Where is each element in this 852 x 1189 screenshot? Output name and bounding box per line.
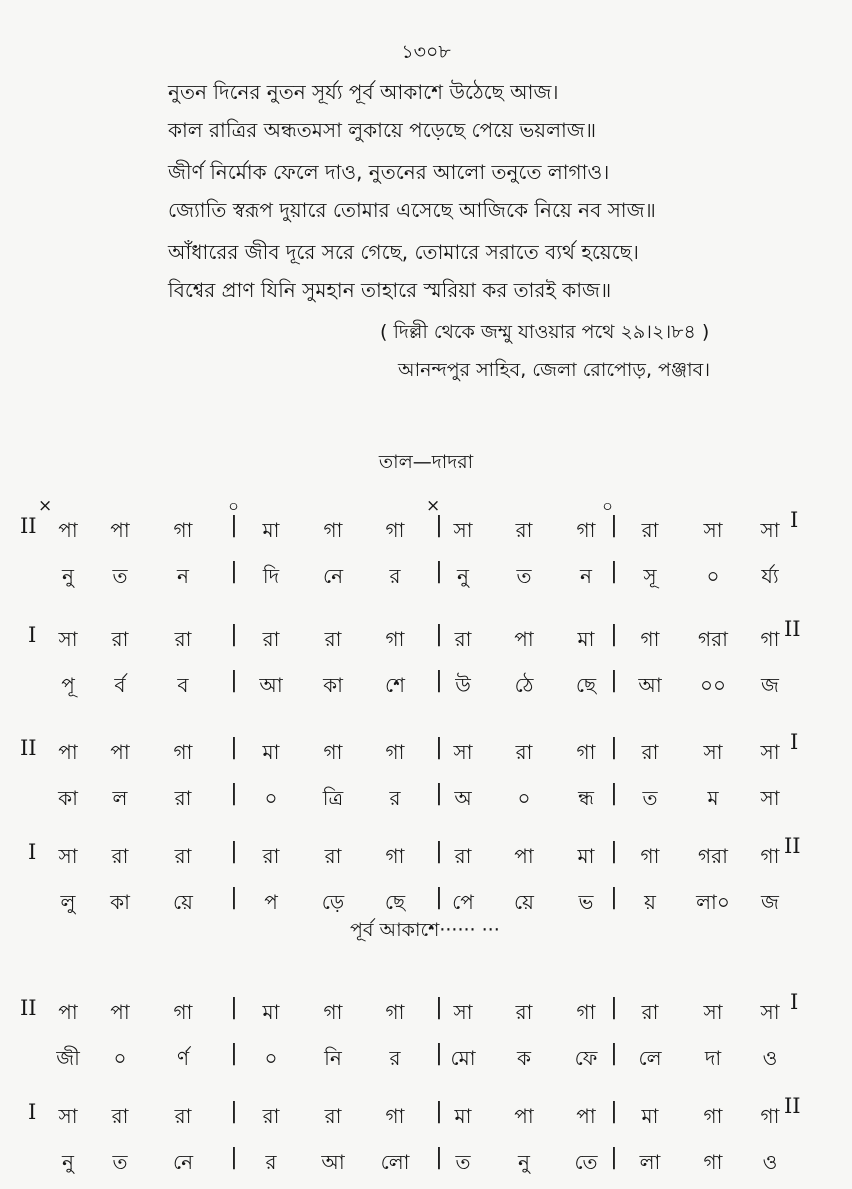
lyric-syllable: ফে — [574, 1046, 598, 1070]
swara-note: মা — [454, 1104, 472, 1128]
lyric-syllable: প — [264, 890, 278, 914]
lyric-syllable: ত — [455, 1150, 471, 1174]
swara-note: গা — [760, 627, 780, 651]
poem-line-4: জ্যোতি স্বরূপ দুয়ারে তোমার এসেছে আজিকে নিয়ে নব সাজ॥ — [168, 198, 656, 222]
bar-line: | — [230, 839, 238, 864]
bar-line: | — [610, 885, 618, 910]
lyric-syllable: কা — [58, 786, 78, 810]
bar-line: | — [435, 839, 443, 864]
lyric-syllable: লু — [60, 890, 76, 914]
swara-note: সা — [58, 844, 78, 868]
swara-note: গা — [323, 1000, 343, 1024]
lyric-syllable: ০০ — [699, 673, 727, 697]
bar-line: | — [610, 735, 618, 760]
swara-note: গা — [576, 1000, 596, 1024]
swara-note: মা — [262, 740, 280, 764]
lyric-syllable: নু — [62, 1150, 74, 1174]
swara-note: গা — [385, 1104, 405, 1128]
row-open-mark: II — [20, 996, 37, 1020]
lyric-syllable: ব — [177, 673, 189, 697]
swara-note: সা — [760, 740, 780, 764]
lyric-syllable: তে — [574, 1150, 598, 1174]
lyric-syllable: ত — [516, 564, 532, 588]
swara-note: গা — [385, 740, 405, 764]
swara-note: পা — [514, 844, 534, 868]
swara-note: সা — [703, 518, 723, 542]
swara-note: মা — [577, 844, 595, 868]
swara-note: সা — [703, 740, 723, 764]
swara-note: রা — [515, 1000, 533, 1024]
bar-line: | — [230, 995, 238, 1020]
lyric-syllable: ন — [580, 564, 592, 588]
bar-line: | — [610, 1041, 618, 1066]
swara-note: গা — [760, 1104, 780, 1128]
lyric-syllable: ০ — [706, 564, 720, 588]
lyric-syllable: লা০ — [696, 890, 730, 914]
swara-note: রা — [262, 844, 280, 868]
swara-note: রা — [174, 627, 192, 651]
row-close-mark: I — [790, 508, 799, 532]
lyric-syllable: য়ে — [514, 890, 534, 914]
row-open-mark: II — [20, 514, 37, 538]
lyric-syllable: ম — [707, 786, 719, 810]
lyric-syllable: দি — [262, 564, 280, 588]
swara-note: রা — [174, 844, 192, 868]
row-close-mark: I — [790, 730, 799, 754]
swara-note: গা — [760, 844, 780, 868]
row-close-mark: II — [784, 1094, 801, 1118]
swara-note: গা — [173, 518, 193, 542]
swara-note: পা — [110, 740, 130, 764]
swara-note: পা — [58, 1000, 78, 1024]
bar-line: | — [435, 885, 443, 910]
lyric-syllable: ও — [762, 1046, 778, 1070]
swara-note: রা — [641, 740, 659, 764]
swara-note: গা — [576, 740, 596, 764]
lyric-syllable: নু — [62, 564, 74, 588]
bar-line: | — [230, 1099, 238, 1124]
bar-line: | — [230, 622, 238, 647]
swara-note: পা — [110, 1000, 130, 1024]
swara-note: গা — [173, 1000, 193, 1024]
row-close-mark: II — [784, 617, 801, 641]
lyric-syllable: ক — [517, 1046, 531, 1070]
lyric-syllable: লো — [380, 1150, 410, 1174]
lyric-syllable: পূ — [61, 673, 75, 697]
bar-line: | — [610, 513, 618, 538]
bar-line: | — [230, 885, 238, 910]
lyric-syllable: য় — [644, 890, 656, 914]
bar-line: | — [230, 735, 238, 760]
lyric-syllable: র্য্য — [761, 564, 779, 588]
bar-line: | — [610, 1099, 618, 1124]
beat-mark-sam-2: × — [426, 496, 441, 516]
lyric-syllable: নু — [457, 564, 469, 588]
swara-note: গা — [385, 1000, 405, 1024]
lyric-syllable: ত্রি — [322, 786, 344, 810]
bar-line: | — [230, 781, 238, 806]
swara-note: রা — [454, 627, 472, 651]
swara-note: রা — [111, 1104, 129, 1128]
swara-note: রা — [515, 518, 533, 542]
swara-note: সা — [760, 518, 780, 542]
swara-note: গা — [640, 844, 660, 868]
swara-note: গা — [703, 1104, 723, 1128]
swara-note: সা — [453, 1000, 473, 1024]
bar-line: | — [610, 995, 618, 1020]
swara-note: মা — [262, 518, 280, 542]
bar-line: | — [610, 1145, 618, 1170]
swara-note: সা — [703, 1000, 723, 1024]
swara-note: গরা — [698, 844, 728, 868]
swara-note: সা — [453, 518, 473, 542]
bar-line: | — [610, 839, 618, 864]
row-open-mark: I — [28, 1100, 37, 1124]
lyric-syllable: নু — [518, 1150, 530, 1174]
lyric-syllable: কা — [110, 890, 130, 914]
bar-line: | — [610, 668, 618, 693]
interlude-text: পূর্ব আকাশে······ ··· — [350, 919, 500, 941]
lyric-syllable: ভ — [578, 890, 594, 914]
lyric-syllable: র — [389, 564, 401, 588]
row-close-mark: I — [790, 990, 799, 1014]
lyric-syllable: লা — [639, 1150, 661, 1174]
lyric-syllable: য়ে — [173, 890, 193, 914]
page-number: ১৩০৮ — [401, 41, 451, 63]
bar-line: | — [435, 995, 443, 1020]
swara-note: গরা — [698, 627, 728, 651]
lyric-syllable: জ — [761, 890, 779, 914]
swara-note: রা — [262, 1104, 280, 1128]
poem-line-5: আঁধারের জীব দূরে সরে গেছে, তোমারে সরাতে ব্যর্থ হয়েছে। — [168, 240, 639, 264]
beat-mark-khali-1: ০ — [228, 497, 240, 517]
swara-note: রা — [262, 627, 280, 651]
swara-note: রা — [324, 627, 342, 651]
lyric-syllable: নি — [324, 1046, 342, 1070]
lyric-syllable: ও — [762, 1150, 778, 1174]
beat-mark-khali-2: ০ — [602, 497, 614, 517]
lyric-syllable: ড়ে — [321, 890, 345, 914]
lyric-syllable: ঠে — [514, 673, 534, 697]
lyric-syllable: ছে — [384, 890, 406, 914]
swara-note: রা — [454, 844, 472, 868]
lyric-syllable: র্ব — [114, 673, 126, 697]
lyric-syllable: র — [265, 1150, 277, 1174]
lyric-syllable: নে — [322, 564, 344, 588]
taal-heading: তাল—দাদরা — [378, 451, 474, 473]
lyric-syllable: ০ — [517, 786, 531, 810]
swara-note: সা — [760, 1000, 780, 1024]
swara-note: রা — [111, 627, 129, 651]
bar-line: | — [435, 668, 443, 693]
lyric-syllable: ত — [642, 786, 658, 810]
swara-note: পা — [514, 1104, 534, 1128]
swara-note: রা — [111, 844, 129, 868]
swara-note: পা — [58, 740, 78, 764]
lyric-syllable: গা — [703, 1150, 723, 1174]
bar-line: | — [435, 513, 443, 538]
lyric-syllable: সূ — [643, 564, 657, 588]
lyric-syllable: উ — [455, 673, 471, 697]
lyric-syllable: আ — [638, 673, 662, 697]
swara-note: গা — [385, 627, 405, 651]
bar-line: | — [435, 1099, 443, 1124]
bar-line: | — [435, 559, 443, 584]
lyric-syllable: সা — [760, 786, 780, 810]
swara-note: রা — [641, 518, 659, 542]
bar-line: | — [435, 1145, 443, 1170]
lyric-syllable: ০ — [264, 1046, 278, 1070]
bar-line: | — [435, 1041, 443, 1066]
lyric-syllable: আ — [259, 673, 283, 697]
swara-note: গা — [323, 518, 343, 542]
lyric-syllable: র — [389, 786, 401, 810]
swara-note: গা — [576, 518, 596, 542]
lyric-syllable: ন — [177, 564, 189, 588]
swara-note: পা — [576, 1104, 596, 1128]
bar-line: | — [230, 1041, 238, 1066]
lyric-syllable: আ — [321, 1150, 345, 1174]
bar-line: | — [230, 668, 238, 693]
swara-note: সা — [58, 1104, 78, 1128]
swara-note: মা — [641, 1104, 659, 1128]
swara-note: মা — [577, 627, 595, 651]
lyric-syllable: ল — [112, 786, 128, 810]
lyric-syllable: পে — [452, 890, 474, 914]
lyric-syllable: নে — [172, 1150, 194, 1174]
lyric-syllable: মো — [450, 1046, 476, 1070]
poem-line-1: নুতন দিনের নুতন সূর্য্য পূর্ব আকাশে উঠেছে আজ। — [168, 80, 559, 104]
lyric-syllable: রা — [174, 786, 192, 810]
swara-note: রা — [515, 740, 533, 764]
poem-line-3: জীর্ণ নির্মোক ফেলে দাও, নুতনের আলো তনুতে লাগাও। — [168, 160, 610, 184]
swara-note: পা — [514, 627, 534, 651]
lyric-syllable: অ — [454, 786, 472, 810]
lyric-syllable: শে — [385, 673, 405, 697]
bar-line: | — [610, 781, 618, 806]
lyric-syllable: জী — [56, 1046, 80, 1070]
swara-note: পা — [110, 518, 130, 542]
swara-note: গা — [385, 844, 405, 868]
row-open-mark: I — [28, 840, 37, 864]
bar-line: | — [435, 781, 443, 806]
swara-note: রা — [641, 1000, 659, 1024]
bar-line: | — [435, 622, 443, 647]
composition-place: আনন্দপুর সাহিব, জেলা রোপোড়, পঞ্জাব। — [398, 359, 711, 381]
row-open-mark: II — [20, 736, 37, 760]
lyric-syllable: ০ — [113, 1046, 127, 1070]
composition-note: ( দিল্লী থেকে জম্মু যাওয়ার পথে ২৯।২।৮৪ ) — [380, 321, 710, 343]
bar-line: | — [610, 622, 618, 647]
swara-note: রা — [324, 1104, 342, 1128]
bar-line: | — [230, 559, 238, 584]
beat-mark-sam-1: × — [38, 496, 53, 516]
swara-note: গা — [640, 627, 660, 651]
row-open-mark: I — [28, 623, 37, 647]
swara-note: রা — [324, 844, 342, 868]
lyric-syllable: ত — [112, 1150, 128, 1174]
lyric-syllable: ০ — [264, 786, 278, 810]
bar-line: | — [610, 559, 618, 584]
swara-note: সা — [58, 627, 78, 651]
lyric-syllable: কা — [323, 673, 343, 697]
lyric-syllable: দা — [704, 1046, 722, 1070]
swara-note: মা — [262, 1000, 280, 1024]
lyric-syllable: ছে — [575, 673, 597, 697]
bar-line: | — [435, 735, 443, 760]
lyric-syllable: র — [389, 1046, 401, 1070]
swara-note: গা — [173, 740, 193, 764]
lyric-syllable: র্ণ — [176, 1046, 190, 1070]
poem-line-2: কাল রাত্রির অন্ধতমসা লুকায়ে পড়েছে পেয়ে ভয়লাজ॥ — [168, 118, 597, 142]
poem-line-6: বিশ্বের প্রাণ যিনি সুমহান তাহারে স্মরিয়া কর তারই কাজ॥ — [168, 278, 612, 302]
swara-note: গা — [323, 740, 343, 764]
lyric-syllable: জ — [761, 673, 779, 697]
bar-line: | — [230, 1145, 238, 1170]
swara-note: পা — [58, 518, 78, 542]
lyric-syllable: লে — [638, 1046, 662, 1070]
swara-note: গা — [385, 518, 405, 542]
bar-line: | — [230, 513, 238, 538]
row-close-mark: II — [784, 834, 801, 858]
swara-note: সা — [453, 740, 473, 764]
lyric-syllable: ত — [112, 564, 128, 588]
swara-note: রা — [174, 1104, 192, 1128]
lyric-syllable: ন্ধ — [578, 786, 594, 810]
